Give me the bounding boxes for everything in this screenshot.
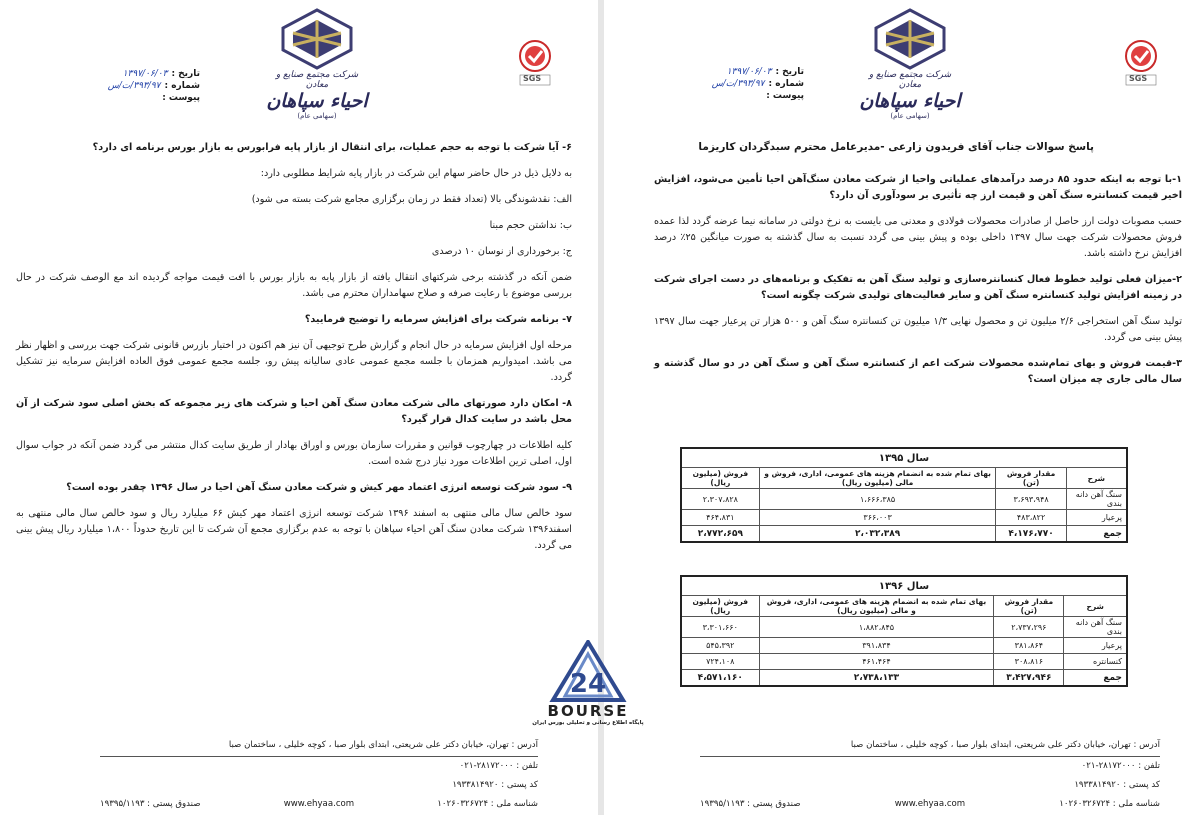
footer-website[interactable]: www.ehyaa.com (283, 799, 355, 809)
sgs-label: SGS (1129, 74, 1148, 83)
table-row (681, 638, 1127, 654)
table-cell: ۲،۳۰۷،۸۲۸ (681, 489, 759, 510)
table-caption: سال ۱۳۹۶ (681, 576, 1127, 596)
question-text: ۷- برنامه شرکت برای افزایش سرمایه را توضیح فرمایید؟ (304, 314, 572, 325)
table-cell: پرعیار (1064, 638, 1127, 654)
bourse-logo-icon (533, 640, 643, 702)
table-total-cell: ۴،۵۷۱،۱۶۰ (681, 670, 759, 687)
table-cell: ۳۸۱،۸۶۴ (994, 638, 1064, 654)
number-value: ۳۹۳/۹۷/ت/س (107, 81, 161, 91)
answer-text: سود خالص سال مالی منتهی به اسفند ۱۳۹۶ شرکت توسعه انرژی اعتماد مهر کیش ۶۶ میلیارد ریال و سود خالص سال مالی منتهی به اسفند۱۳۹۶ شرکت معادن سنگ آهن احیاء سپاهان با توجه به عدم برگزاری مجمع آن شرکت تا این تاریخ حدوداً ۱،۸۰۰ میلیارد ریال پیش بینی می گردد. (16, 508, 572, 551)
answer-text: ج: برخورداری از نوسان ۱۰ درصدی (431, 246, 572, 257)
question-text: ۹- سود شرکت توسعه انرژی اعتماد مهر کیش و شرکت معادن سنگ آهن احیا در سال ۱۳۹۶ چقدر بوده است؟ (66, 482, 572, 493)
answer-text: حسب مصوبات دولت ارز حاصل از صادرات محصولات فولادی و معدنی می بایست به نرخ دولتی در سامانه نیما عرضه گردد لذا عمده فروش محصولات شرکت جهت سال ۱۳۹۷ داخلی بوده و پیش بینی می گردد نسبت به سال گذشته به صورت میانگین ۲۵٪ درصد افزایش نرخ داشته باشد. (654, 216, 1183, 259)
attachment-label: پیوست : (766, 91, 804, 101)
question-text: ۱-با توجه به اینکه حدود ۸۵ درصد درآمدهای عملیاتی واحیا از شرکت معادن سنگ‌آهن احیا تأمین می‌شود، افزایش اخیر قیمت کنسانتره سنگ آهن و قیمت ارز چه تأثیری بر سودآوری آن دارد؟ (654, 174, 1182, 201)
footer-po-box: صندوق پستی : ۱۹۳۹۵/۱۱۹۳ (700, 799, 801, 809)
table-cell: سنگ آهن دانه بندی (1066, 489, 1127, 510)
footer-phone: تلفن : ۲۸۱۷۲۰۰۰-۰۲۱ (1081, 761, 1160, 771)
footer-postal: کد پستی : ۱۹۳۳۸۱۴۹۲۰ (1074, 780, 1160, 790)
answer-text: الف: نقدشوندگی بالا (تعداد فقط در زمان برگزاری مجامع شرکت بسته می شود) (251, 194, 572, 205)
table-header-cell: بهای تمام شده به انضمام هزینه های عمومی، اداری، فروش و مالی (میلیون ریال) (759, 596, 994, 617)
answer-text: ضمن آنکه در گذشته برخی شرکتهای انتقال یافته از بازار پایه به بازار بورس با افت قیمت مواجه گردیده اند مع الوصف شرکت در حال بررسی موضوع با رعایت صرفه و صلاح سهامداران محترم می باشد. (16, 272, 572, 299)
date-label: تاریخ : (171, 69, 200, 79)
footer-national-id: شناسه ملی : ۱۰۲۶۰۳۲۶۷۲۴ (437, 799, 538, 809)
table-cell: ۱،۶۶۶،۳۸۵ (759, 489, 996, 510)
date-value: ۱۳۹۷/۰۶/۰۳ (122, 69, 168, 79)
footer-phone: تلفن : ۲۸۱۷۲۰۰۰-۰۲۱ (459, 761, 538, 771)
company-subtitle: شرکت مجتمع صنایع و معادن (275, 70, 359, 90)
table-header-cell: شرح (1064, 596, 1127, 617)
table-total-cell: جمع (1066, 526, 1127, 543)
table-cell: ۱،۸۸۲،۸۴۵ (759, 617, 994, 638)
table-cell: ۳،۶۹۳،۹۴۸ (996, 489, 1066, 510)
table-total-cell: ۲،۷۳۸،۱۳۳ (759, 670, 994, 687)
table-cell: پرعیار (1066, 510, 1127, 526)
table-cell: ۴۸۳،۸۲۲ (996, 510, 1066, 526)
sales-table-1396 (680, 575, 1128, 687)
table-cell: ۳۰۸،۸۱۶ (994, 654, 1064, 670)
table-total-cell: ۲،۷۷۲،۶۵۹ (681, 526, 759, 543)
date-value: ۱۳۹۷/۰۶/۰۳ (726, 67, 772, 77)
question-text: ۲-میزان فعلی تولید خطوط فعال کنسانتره‌سازی و تولید سنگ آهن به تفکیک و برنامه‌های در دست اجرای شرکت در زمینه افزایش تولید کنسانتره سنگ آهن و سایر فعالیت‌های تولیدی شرکت چگونه است؟ (654, 274, 1182, 301)
table-cell: ۳،۳۰۱،۶۶۰ (681, 617, 759, 638)
answer-text: ب: نداشتن حجم مبنا (489, 220, 572, 231)
table-total-cell: جمع (1064, 670, 1127, 687)
number-label: شماره : (164, 81, 200, 91)
table-cell: کنسانتره (1064, 654, 1127, 670)
attachment-label: پیوست : (162, 93, 200, 103)
number-label: شماره : (768, 79, 804, 89)
company-logo-icon (277, 8, 357, 70)
bourse-word: BOURSE (547, 702, 629, 720)
company-subtitle: شرکت مجتمع صنایع و معادن (868, 70, 952, 90)
company-name: احیاء سپاهان (266, 90, 368, 112)
table-total-cell: ۲،۰۳۲،۳۸۹ (759, 526, 996, 543)
table-total-row (681, 526, 1127, 543)
table-cell: ۴۶۴،۸۳۱ (681, 510, 759, 526)
table-cell: ۳۹۱،۸۳۴ (759, 638, 994, 654)
bourse-caption: پایگاه اطلاع رسانی و تحلیلی بورس ایران (532, 720, 644, 726)
number-value: ۳۹۳/۹۷/ت/س (711, 79, 765, 89)
letter-meta (624, 66, 804, 102)
footer-postal: کد پستی : ۱۹۳۳۸۱۴۹۲۰ (452, 780, 538, 790)
question-text: ۸- امکان دارد صورتهای مالی شرکت معادن سنگ آهن احیا و شرکت های زیر مجموعه که بخش اصلی سود شرکت از آن محل باشد در سایت کدال قرار گیرد؟ (16, 398, 572, 425)
date-label: تاریخ : (775, 67, 804, 77)
document-page-left (0, 0, 598, 815)
table-header-cell: فروش (میلیون ریال) (681, 596, 759, 617)
table-header-cell: مقدار فروش (تن) (996, 468, 1066, 489)
table-total-cell: ۳،۴۲۷،۹۴۶ (994, 670, 1064, 687)
table-header-cell: فروش (میلیون ریال) (681, 468, 759, 489)
table-row (681, 489, 1127, 510)
footer-po-box: صندوق پستی : ۱۹۳۹۵/۱۱۹۳ (100, 799, 201, 809)
letter-meta (20, 68, 200, 104)
table-cell: ۴۶۱،۴۶۴ (759, 654, 994, 670)
right-body-text (654, 172, 1182, 398)
footer-right (700, 736, 1160, 814)
footer-address: آدرس : تهران، خیابان دکتر علی شریعتی، ابتدای بلوار صبا ، کوچه خلیلی ، ساختمان صبا (100, 736, 538, 757)
table-cell: سنگ آهن دانه بندی (1064, 617, 1127, 638)
bourse-watermark (528, 640, 648, 740)
bourse-number: 24 (569, 669, 607, 699)
footer-website[interactable]: www.ehyaa.com (894, 799, 966, 809)
footer-left (100, 736, 538, 814)
answer-text: تولید سنگ آهن استخراجی ۲/۶ میلیون تن و محصول نهایی ۱/۳ میلیون تن کنسانتره سنگ آهن و ۵۰۰ هزار تن پرعیار جهت سال ۱۳۹۷ پیش بینی می گردد. (654, 316, 1182, 343)
question-text: ۶- آیا شرکت با توجه به حجم عملیات، برای انتقال از بازار پایه فرابورس به بازار بورس برنامه ای دارد؟ (92, 142, 572, 153)
table-header-cell: مقدار فروش (تن) (994, 596, 1064, 617)
answer-text: مرحله اول افزایش سرمایه در حال انجام و گزارش طرح توجیهی آن نیز هم اکنون در اختیار بازرس قانونی شرکت جهت بررسی و اظهار نظر می باشد. امیدواریم همزمان با جلسه مجمع عمومی عادی سالیانه پیش رو، جلسه مجمع عمومی فوق العاده افزایش سرمایه نیز تشکیل گردد. (16, 340, 572, 383)
table-cell: ۵۴۵،۳۹۲ (681, 638, 759, 654)
question-text: ۳-قیمت فروش و بهای تمام‌شده محصولات شرکت اعم از کنسانتره سنگ آهن و سنگ آهن در دو سال گذشته و سال مالی جاری چه میزان است؟ (654, 358, 1182, 385)
table-row (681, 617, 1127, 638)
footer-address: آدرس : تهران، خیابان دکتر علی شریعتی، ابتدای بلوار صبا ، کوچه خلیلی ، ساختمان صبا (700, 736, 1160, 757)
table-header-cell: شرح (1066, 468, 1127, 489)
answer-text: به دلایل ذیل در حال حاضر سهام این شرکت در بازار پایه شرایط مطلوبی دارد: (260, 168, 572, 179)
table-cell: ۳۶۶،۰۰۳ (759, 510, 996, 526)
company-logo-icon (870, 8, 950, 70)
table-cell: ۲،۷۳۷،۲۹۶ (994, 617, 1064, 638)
sgs-label: SGS (523, 74, 542, 83)
table-total-row (681, 670, 1127, 687)
table-row (681, 654, 1127, 670)
company-name-block (858, 70, 962, 120)
table-cell: ۷۲۴،۱۰۸ (681, 654, 759, 670)
table-header-cell: بهای تمام شده به انضمام هزینه های عمومی، اداری، فروش و مالی (میلیون ریال) (759, 468, 996, 489)
sales-table-1395 (680, 447, 1128, 543)
table-row (681, 510, 1127, 526)
footer-national-id: شناسه ملی : ۱۰۲۶۰۳۲۶۷۲۴ (1059, 799, 1160, 809)
document-page-right (604, 0, 1203, 815)
company-type: (سهامی عام) (297, 112, 337, 120)
table-total-cell: ۴،۱۷۶،۷۷۰ (996, 526, 1066, 543)
left-body-text (16, 140, 572, 564)
company-name: احیاء سپاهان (859, 90, 961, 112)
company-name-block (265, 70, 369, 120)
company-type: (سهامی عام) (890, 112, 930, 120)
answer-text: کلیه اطلاعات در چهارچوب قوانین و مقررات سازمان بورس و اوراق بهادار از طریق سایت کدال منتشر می گردد ضمن آنکه در جواب سوال اول، اصلی ترین اطلاعات مورد نیاز درج شده است. (16, 440, 572, 467)
page-heading: پاسخ سوالات جناب آقای فریدون زارعی -مدیرعامل محترم سبدگردان کاریزما (698, 141, 1094, 153)
table-caption: سال ۱۳۹۵ (681, 448, 1127, 468)
